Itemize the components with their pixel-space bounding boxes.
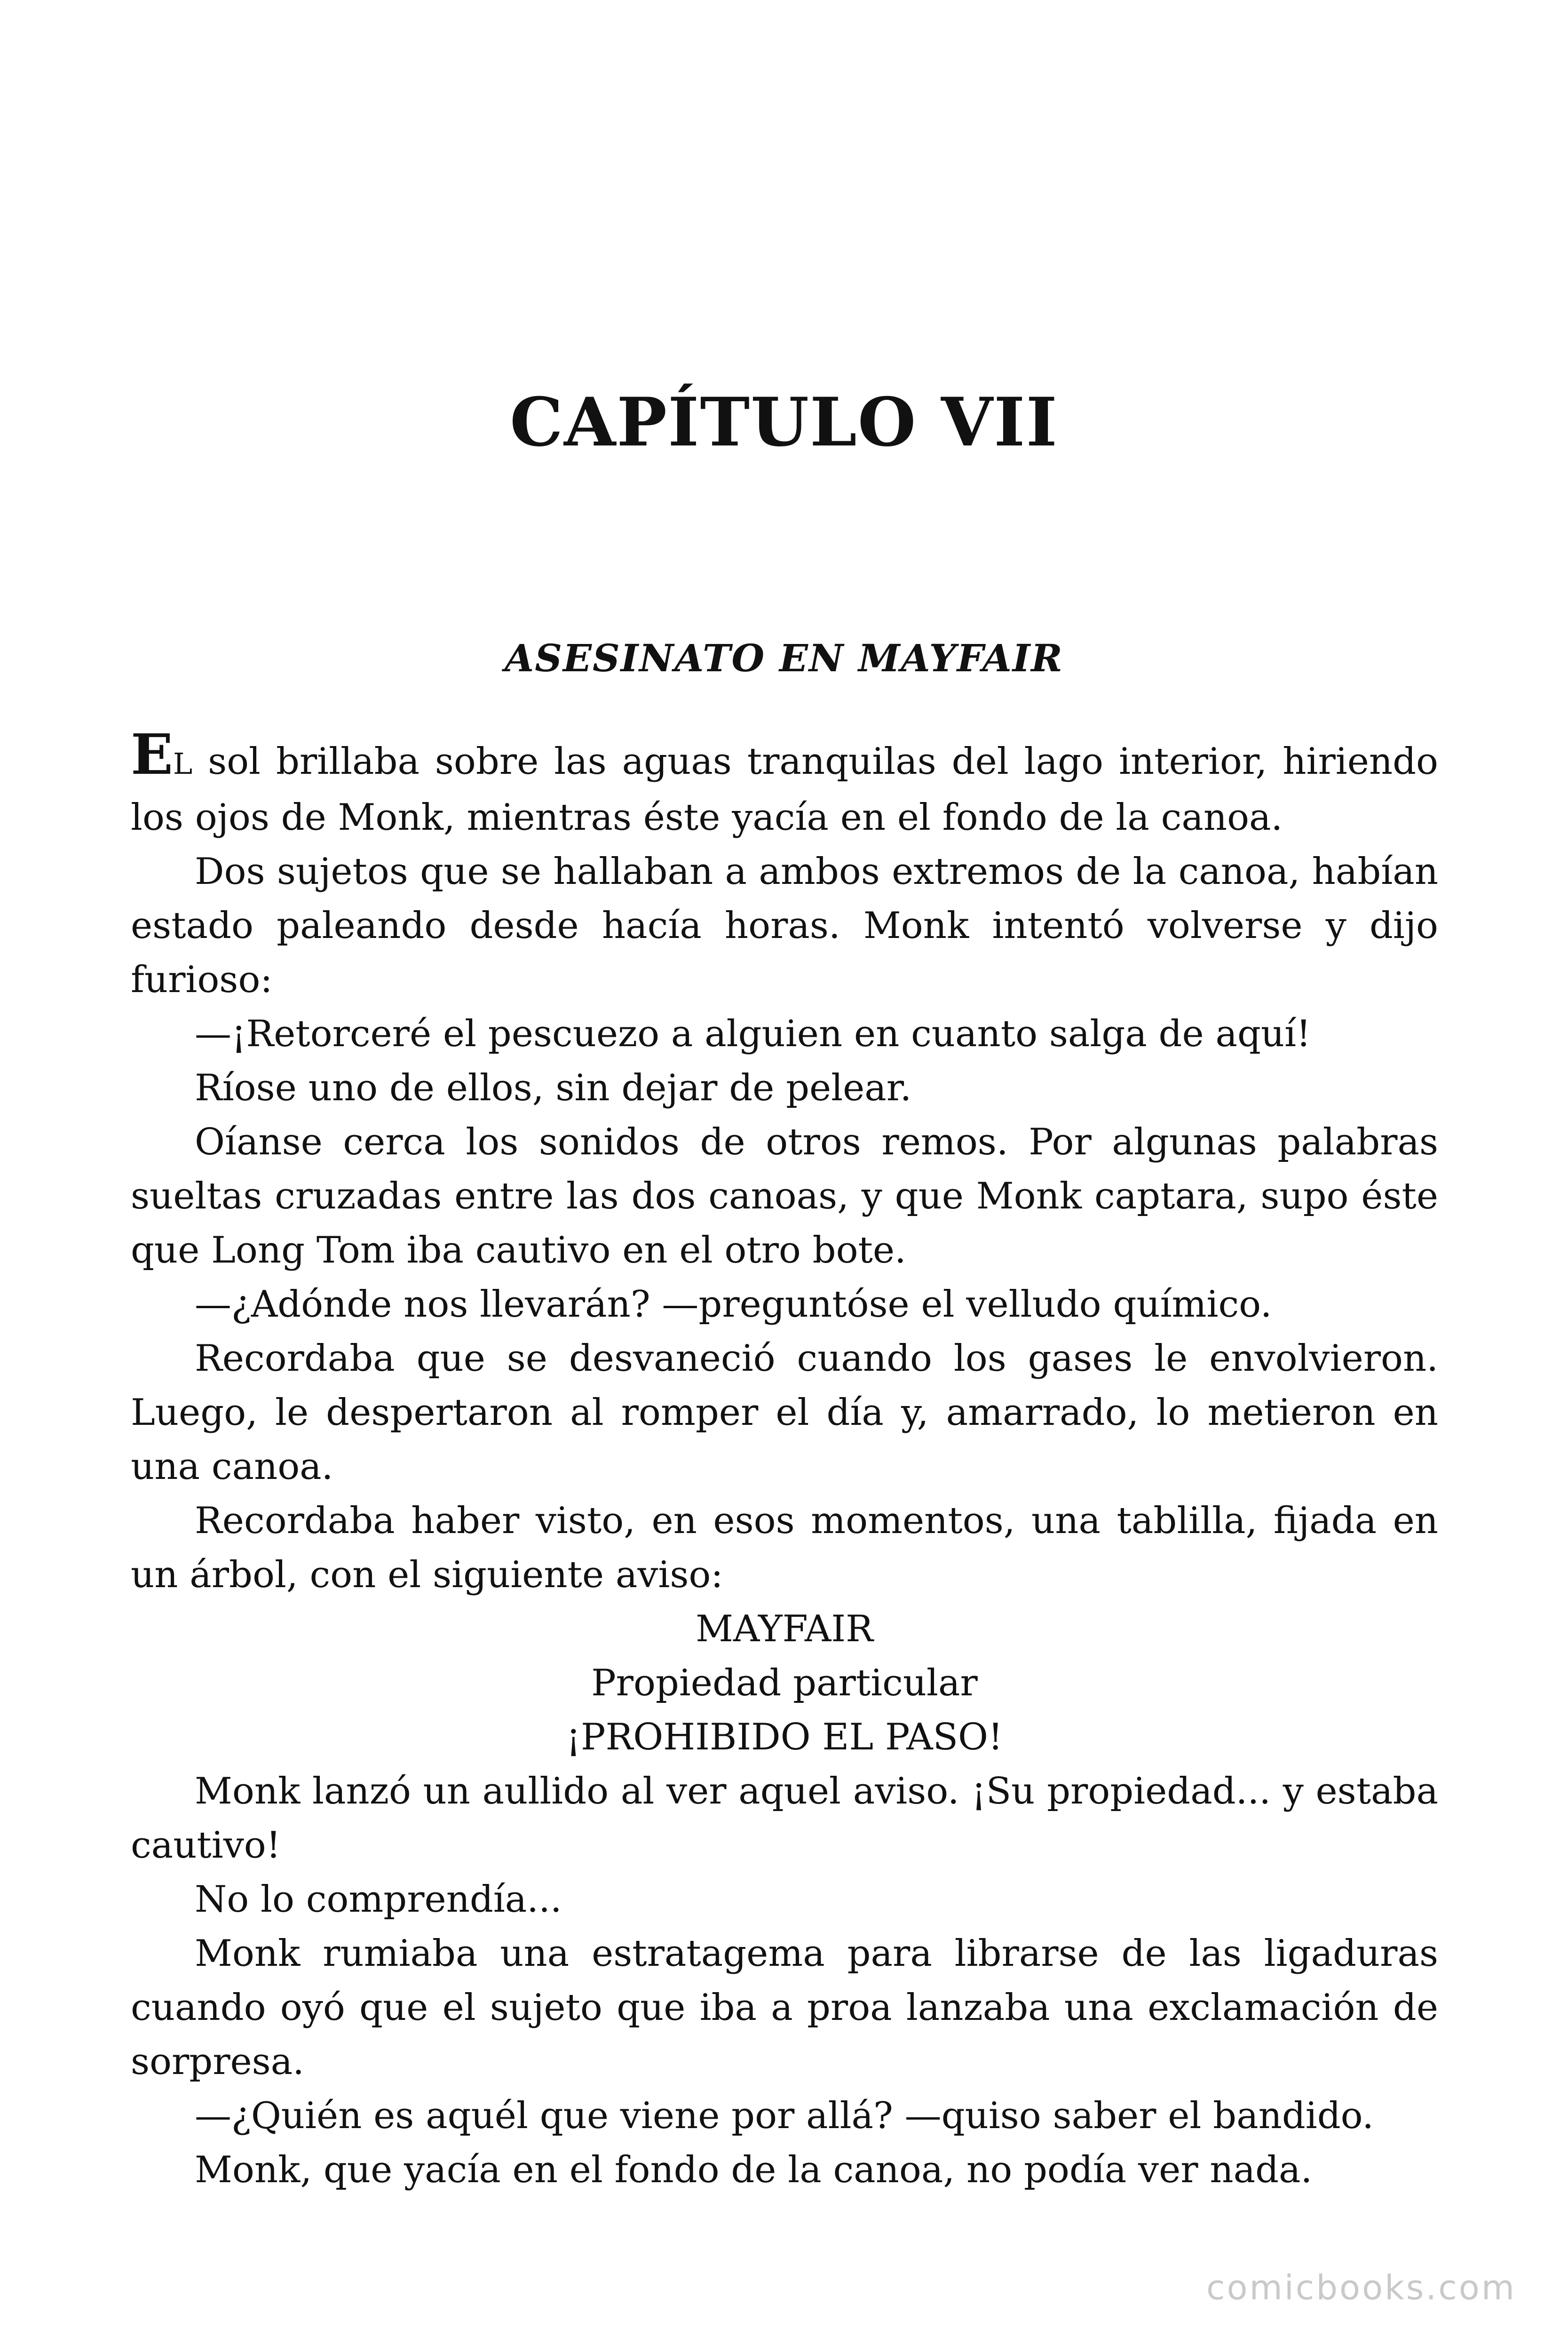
paragraph-1 (131, 722, 1438, 845)
watermark: comicbooks.com (1206, 2268, 1516, 2307)
drop-letter: E (131, 722, 173, 787)
sign-line-1: MAYFAIR (696, 1608, 873, 1650)
paragraph-8: Recordaba haber visto, en esos momentos, una tablilla, fijada en un árbol, con el siguiente aviso: (131, 1500, 1438, 1596)
paragraph-5: Oíanse cerca los sonidos de otros remos. Por algunas palabras sueltas cruzadas entre las dos canoas, y que Monk captara, supo éste que Long Tom iba cautivo en el otro bote. (131, 1121, 1438, 1271)
paragraph-13: Monk, que yacía en el fondo de la canoa, no podía ver nada. (195, 2149, 1313, 2191)
sign-line-2: Propiedad particular (591, 1662, 978, 1704)
paragraph-9: Monk lanzó un aullido al ver aquel aviso. ¡Su propiedad... y estaba cautivo! (131, 1770, 1438, 1867)
chapter-body (131, 722, 1438, 2197)
first-word-small-caps: L (173, 747, 193, 781)
paragraph-10: No lo comprendía... (195, 1878, 562, 1921)
paragraph-12: —¿Quién es aquél que viene por allá? —quiso saber el bandido. (195, 2095, 1374, 2137)
paragraph-1-text: sol brillaba sobre las aguas tranquilas del lago interior, hiriendo los ojos de Monk, mientras éste yacía en el fondo de la canoa. (131, 740, 1438, 839)
paragraph-2: Dos sujetos que se hallaban a ambos extremos de la canoa, habían estado paleando desde hacía horas. Monk intentó volverse y dijo furioso: (131, 850, 1438, 1001)
sign-line-3: ¡PROHIBIDO EL PASO! (566, 1716, 1003, 1758)
paragraph-6: —¿Adónde nos llevarán? —preguntóse el velludo químico. (195, 1283, 1272, 1326)
chapter-subtitle: ASESINATO EN MAYFAIR (505, 636, 1063, 680)
paragraph-11: Monk rumiaba una estratagema para librarse de las ligaduras cuando oyó que el sujeto que iba a proa lanzaba una exclamación de sorpresa. (131, 1932, 1438, 2083)
paragraph-7: Recordaba que se desvaneció cuando los gases le envolvieron. Luego, le despertaron al romper el día y, amarrado, lo metieron en una canoa. (131, 1337, 1438, 1488)
paragraph-4: Ríose uno de ellos, sin dejar de pelear. (195, 1067, 912, 1109)
paragraph-3: —¡Retorceré el pescuezo a alguien en cuanto salga de aquí! (195, 1013, 1311, 1055)
chapter-title: CAPÍTULO VII (510, 383, 1058, 461)
